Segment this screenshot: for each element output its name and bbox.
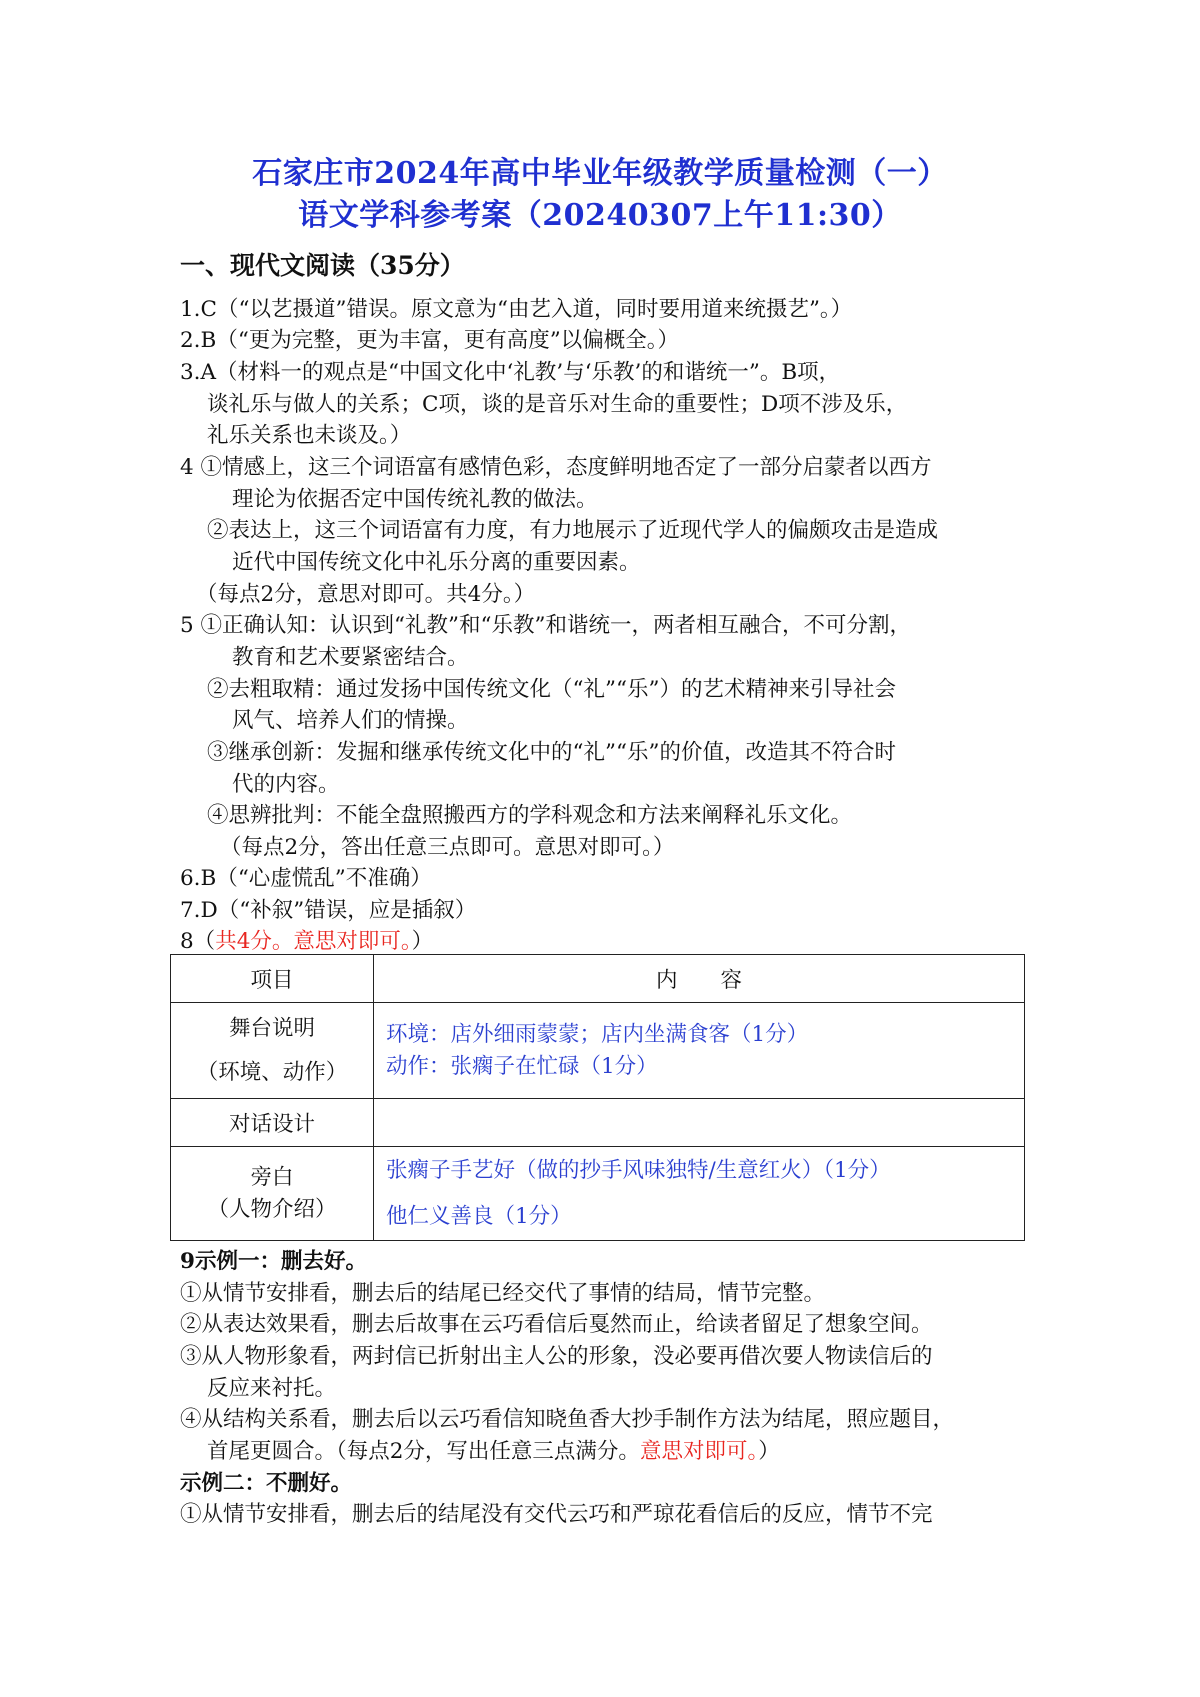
answer-q5-line7: ④思辨批判：不能全盘照搬西方的学科观念和方法来阐释礼乐文化。 [207,803,853,828]
table-header-item: 项目 [171,955,374,1003]
table-header-row [171,955,1025,1003]
section-heading-modern-reading: 一、现代文阅读（35分） [180,251,465,280]
table-row [171,1003,1025,1099]
table-row-content-line1: 环境：店外细雨蒙蒙；店内坐满食客（1分） [386,1021,809,1047]
answer-q3-line1: 3.A（材料一的观点是“中国文化中‘礼教’与‘乐教’的和谐统一”。B项， [180,360,841,385]
table-row-item-line1: 旁白 [250,1164,294,1190]
table-row-item [171,1003,374,1099]
table-row-content [374,1147,1025,1241]
answer-q4-line2: 理论为依据否定中国传统礼教的做法。 [232,487,598,512]
answer-q9-e1-point3-line2: 反应来衬托。 [207,1376,337,1401]
answer-q9-e1-point4-text: 首尾更圆合。（每点2分，写出任意三点满分。 [207,1439,640,1464]
table-row-content-line1: 张瘸子手艺好（做的抄手风味独特/生意红火）（1分） [386,1157,891,1183]
answer-q5-line5: ③继承创新：发掘和继承传统文化中的“礼”“乐”的价值，改造其不符合时 [207,740,896,765]
answer-q5-line6: 代的内容。 [232,772,340,797]
answer-q9-e1-point4-line2 [207,1437,780,1467]
table-row-item-line2: （环境、动作） [196,1059,348,1085]
answer-q9-e1-point4-line1: ④从结构关系看，删去后以云巧看信知晓鱼香大抄手制作方法为结尾，照应题目， [180,1407,955,1432]
answer-q3-line2: 谈礼乐与做人的关系；C项，谈的是音乐对生命的重要性；D项不涉及乐， [207,392,908,417]
answer-q1: 1.C（“以艺摄道”错误。原文意为“由艺入道，同时要用道来统摄艺”。） [180,297,853,322]
answer-q4-line3: ②表达上，这三个词语富有力度，有力地展示了近现代学人的偏颇攻击是造成 [207,518,939,543]
answer-q5-line8: （每点2分，答出任意三点即可。意思对即可。） [220,835,675,860]
answer-q9-e1-point1: ①从情节安排看，删去后的结尾已经交代了事情的结局，情节完整。 [180,1281,826,1306]
table-row-content [374,1003,1025,1099]
answer-q3-line3: 礼乐关系也未谈及。） [207,423,412,448]
answer-q9-example1-heading-text: 9示例一：删去好。 [180,1249,367,1274]
answer-q8-prefix: 8（ [180,929,216,954]
answer-q5-line2: 教育和艺术要紧密结合。 [232,645,469,670]
answer-q9-e1-point4-note: 意思对即可。 [639,1439,759,1464]
answer-q5-line1: 5 ①正确认知：认识到“礼教”和“乐教”和谐统一，两者相互融合，不可分割， [180,613,911,638]
table-row-item-line2: （人物介绍） [207,1196,337,1222]
table-row-item: 对话设计 [171,1099,374,1147]
answer-q9-e1-point3-line1: ③从人物形象看，两封信已折射出主人公的形象，没必要再借次要人物读信后的 [180,1344,933,1369]
answer-q9-e1-point2: ②从表达效果看，删去后故事在云巧看信后戛然而止，给读者留足了想象空间。 [180,1312,933,1337]
answer-q4-line4: 近代中国传统文化中礼乐分离的重要因素。 [232,550,641,575]
table-row-content [374,1099,1025,1147]
answer-q8-suffix: ） [411,929,434,954]
answer-q2: 2.B（“更为完整，更为丰富，更有高度”以偏概全。） [180,328,680,353]
answer-q9-example2-heading: 示例二：不删好。 [180,1471,353,1496]
answer-q4-line5: （每点2分，意思对即可。共4分。） [196,582,536,607]
table-row-item-line1: 舞台说明 [228,1015,315,1041]
table-row-content-line2: 他仁义善良（1分） [386,1203,572,1229]
table-row [171,1099,1025,1147]
document-title-line1: 石家庄市2024年高中毕业年级教学质量检测（一） [252,156,948,191]
table-row-item [171,1147,374,1241]
table-row-content-line2: 动作：张瘸子在忙碌（1分） [386,1053,658,1079]
table-header-content: 内 容 [374,955,1025,1003]
answer-q7: 7.D（“补叙”错误，应是插叙） [180,898,477,923]
answer-q9-e2-point1: ①从情节安排看，删去后的结尾没有交代云巧和严琼花看信后的反应，情节不完 [180,1502,933,1527]
answer-q9-example1-heading [180,1247,367,1277]
q8-answer-table [170,954,1025,1241]
answer-q5-line3: ②去粗取精：通过发扬中国传统文化（“礼”“乐”）的艺术精神来引导社会 [207,677,896,702]
table-row [171,1147,1025,1241]
answer-q9-e1-point4-end: ） [758,1439,780,1464]
document-title-line2: 语文学科参考案（20240307上午11:30） [298,198,902,233]
answer-q8-scoring-note: 共4分。意思对即可。 [215,929,412,954]
answer-q6: 6.B（“心虚慌乱”不准确） [180,866,432,891]
answer-q8 [180,927,433,957]
answer-q5-line4: 风气、培养人们的情操。 [232,708,469,733]
answer-q4-line1: 4 ①情感上，这三个词语富有感情色彩，态度鲜明地否定了一部分启蒙者以西方 [180,455,932,480]
